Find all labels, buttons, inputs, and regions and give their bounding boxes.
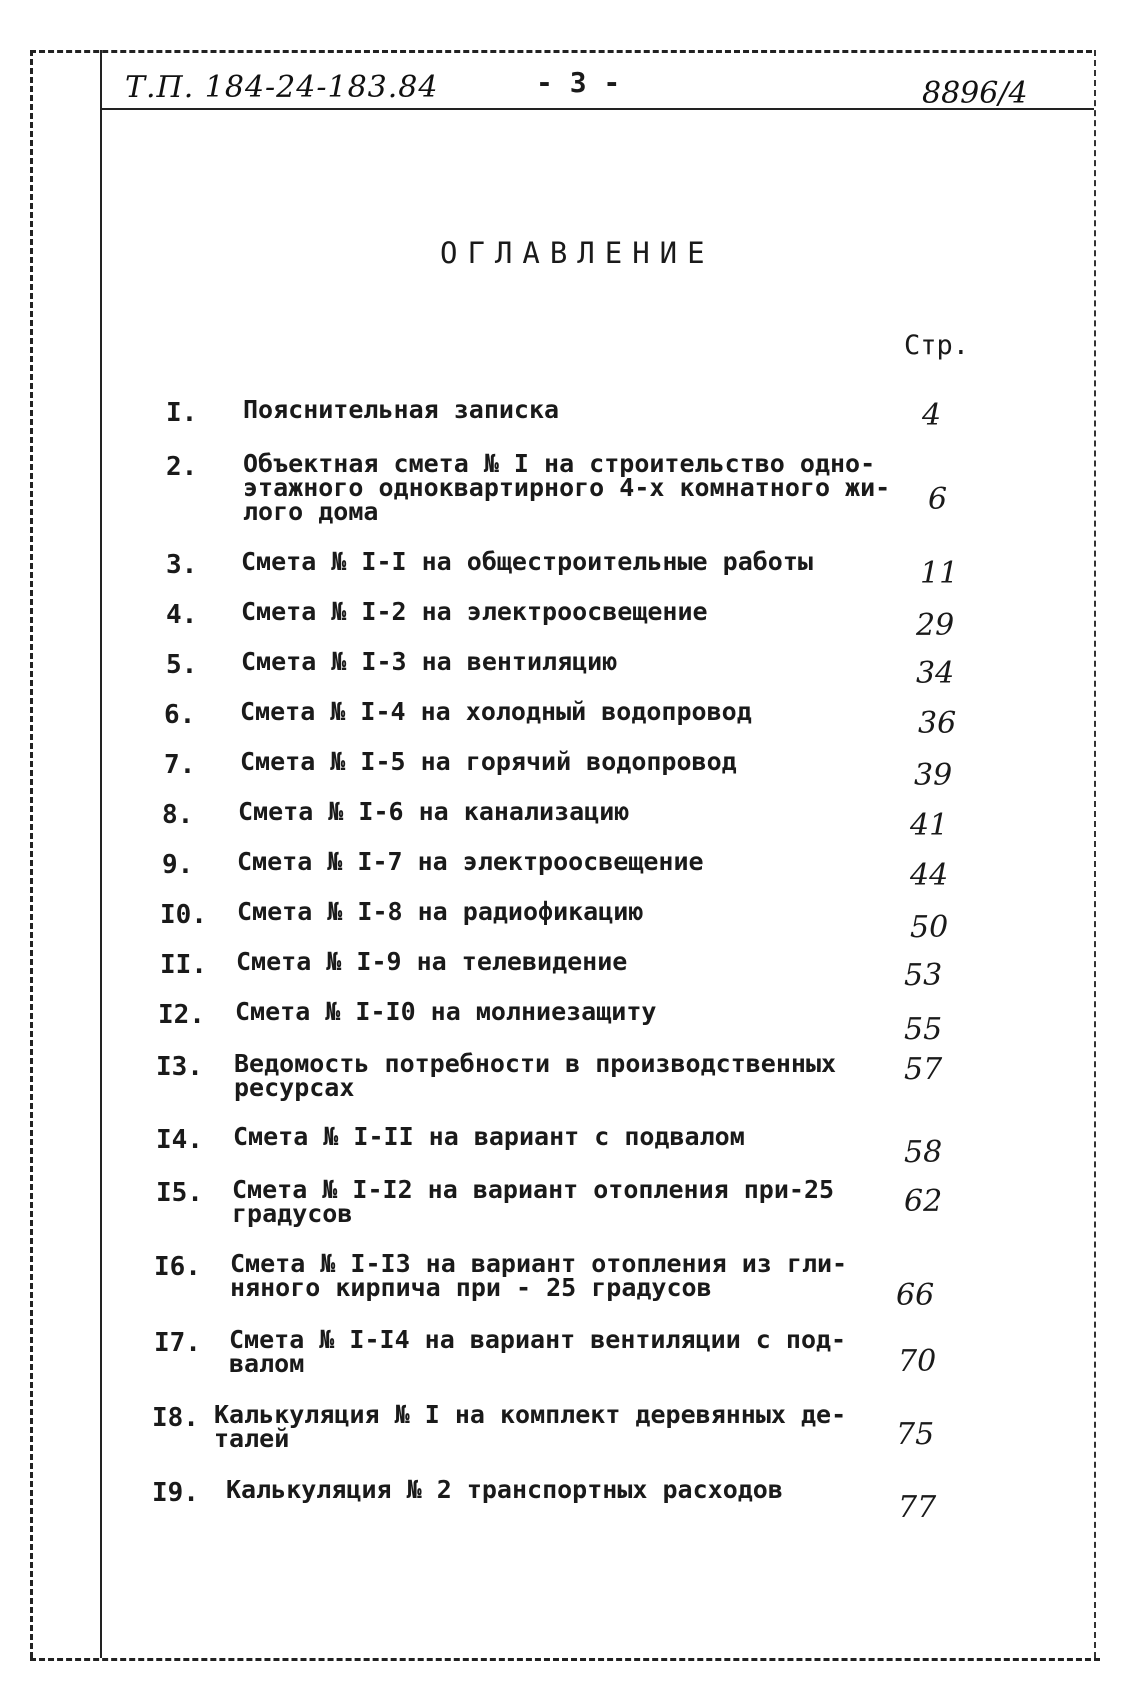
toc-text: Смета № I-5 на горячий водопровод <box>240 747 737 776</box>
toc-page: 50 <box>910 910 949 945</box>
toc-number: 5. <box>166 650 198 680</box>
toc-page: 39 <box>914 758 953 793</box>
toc-number: 3. <box>166 550 198 580</box>
toc-text: Смета № I-9 на телевидение <box>236 947 628 976</box>
toc-text: Смета № I-I2 на вариант отопления при-25 градусов <box>232 1175 835 1228</box>
toc-text: Объектная смета № I на строительство одно- этажного одноквартирного 4-х комнатного жи- лого дома <box>243 449 891 526</box>
toc-page: 6 <box>928 482 948 517</box>
toc-number: 7. <box>164 750 196 780</box>
toc-number: 4. <box>166 600 198 630</box>
toc-page: 11 <box>920 556 959 591</box>
frame-left-border <box>30 50 33 1658</box>
toc-number: 2. <box>166 452 198 482</box>
toc-number: I8. <box>152 1403 199 1433</box>
toc-page: 41 <box>910 808 949 843</box>
toc-number: I6. <box>154 1252 201 1282</box>
toc-page: 4 <box>922 398 942 433</box>
toc-page: 57 <box>904 1052 943 1087</box>
toc-number: I. <box>166 398 198 428</box>
toc-text: Смета № I-4 на холодный водопровод <box>240 697 752 726</box>
page-title: ОГЛАВЛЕНИЕ <box>440 236 715 270</box>
toc-page: 58 <box>904 1135 943 1170</box>
page-marker: - 3 - <box>536 66 621 99</box>
toc-text: Смета № I-I на общестроительные работы <box>241 547 813 576</box>
toc-number: I7. <box>154 1328 201 1358</box>
frame-bottom-border <box>30 1658 1100 1661</box>
toc-number: I0. <box>160 900 207 930</box>
toc-text: Пояснительная записка <box>243 395 560 424</box>
toc-page: 44 <box>910 858 949 893</box>
toc-text: Смета № I-II на вариант с подвалом <box>233 1122 745 1151</box>
toc-text: Смета № I-I3 на вариант отопления из гли- няного кирпича при - 25 градусов <box>230 1249 848 1302</box>
frame-top-border <box>30 50 1092 53</box>
toc-number: I4. <box>156 1125 203 1155</box>
toc-number: II. <box>160 950 207 980</box>
toc-number: 9. <box>162 850 194 880</box>
toc-page: 62 <box>904 1184 943 1219</box>
toc-text: Смета № I-I4 на вариант вентиляции с под- валом <box>229 1325 847 1378</box>
toc-number: I5. <box>156 1178 203 1208</box>
page-column-label: Стр. <box>904 330 970 361</box>
toc-number: I9. <box>152 1478 199 1508</box>
frame-right-border <box>1094 50 1096 1658</box>
toc-page: 55 <box>904 1012 943 1047</box>
binding-margin-line <box>100 50 102 1658</box>
toc-text: Калькуляция № 2 транспортных расходов <box>226 1475 783 1504</box>
toc-page: 53 <box>904 958 943 993</box>
toc-text: Смета № I-3 на вентиляцию <box>241 647 618 676</box>
doc-code: Т.П. 184-24-183.84 <box>125 70 439 105</box>
inventory-number: 8896/4 <box>922 76 1028 111</box>
toc-text: Смета № I-8 на радиофикацию <box>237 897 644 926</box>
toc-text: Смета № I-2 на электроосвещение <box>241 597 708 626</box>
toc-number: 6. <box>164 700 196 730</box>
toc-page: 77 <box>898 1490 937 1525</box>
toc-page: 75 <box>896 1417 935 1452</box>
toc-number: 8. <box>162 800 194 830</box>
toc-page: 70 <box>898 1344 937 1379</box>
toc-text: Калькуляция № I на комплект деревянных де- талей <box>214 1400 847 1453</box>
toc-number: I2. <box>158 1000 205 1030</box>
toc-page: 34 <box>916 656 955 691</box>
toc-number: I3. <box>156 1052 203 1082</box>
toc-text: Ведомость потребности в производственных ресурсах <box>234 1049 837 1102</box>
toc-text: Смета № I-I0 на молниезащиту <box>235 997 657 1026</box>
toc-page: 66 <box>896 1278 935 1313</box>
toc-page: 36 <box>918 706 957 741</box>
toc-text: Смета № I-6 на канализацию <box>238 797 630 826</box>
toc-page: 29 <box>916 608 955 643</box>
toc-text: Смета № I-7 на электроосвещение <box>237 847 704 876</box>
